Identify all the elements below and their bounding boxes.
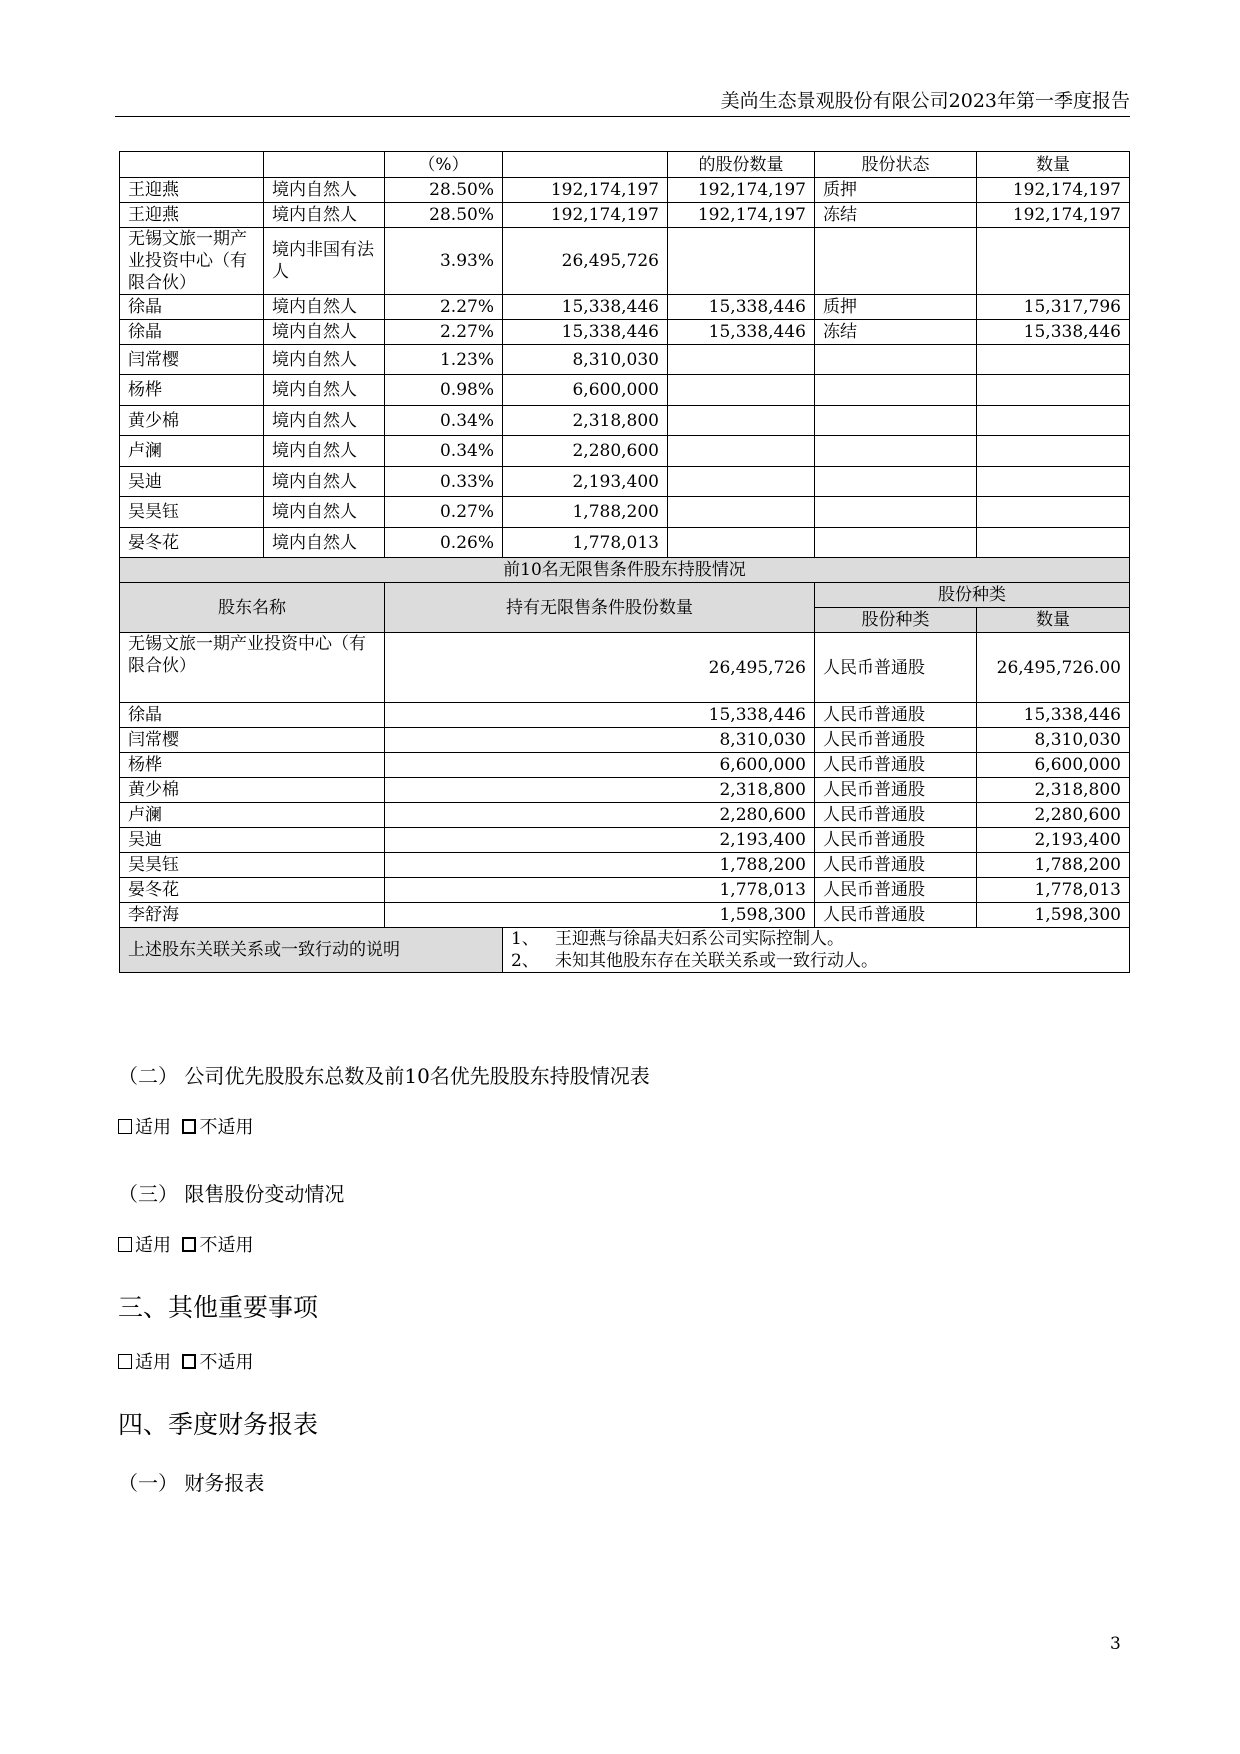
shareholder-type: 境内自然人: [264, 528, 385, 558]
restricted-qty: [668, 436, 815, 467]
shareholder-type: 境内非国有法人: [264, 228, 385, 295]
section-restricted-changes: （三） 限售股份变动情况: [118, 1182, 345, 1206]
col-shareholder-name: 股东名称: [120, 583, 385, 633]
shareholder-name: 吴迪: [120, 828, 385, 853]
shareholder-name: 杨桦: [120, 375, 264, 406]
shareholder-type: 境内自然人: [264, 436, 385, 467]
note-line: [511, 950, 1121, 972]
table-row: [120, 320, 1130, 345]
table-row: [120, 778, 1130, 803]
shareholding-qty: 6,600,000: [503, 375, 668, 406]
table-row: [120, 203, 1130, 228]
share-class-type: 人民币普通股: [815, 878, 977, 903]
restricted-qty: 192,174,197: [668, 203, 815, 228]
col-class-qty: 数量: [977, 608, 1130, 633]
share-status: 冻结: [815, 320, 977, 345]
unrestricted-qty: 2,193,400: [385, 828, 815, 853]
status-qty: [977, 406, 1130, 436]
unrestricted-qty: 15,338,446: [385, 703, 815, 728]
not-applicable-label: 不适用: [199, 1235, 254, 1256]
status-qty: 192,174,197: [977, 203, 1130, 228]
shareholding-pct: 28.50%: [385, 178, 503, 203]
shareholder-name: 无锡文旅一期产业投资中心（有限合伙）: [120, 633, 385, 703]
table-row: [120, 497, 1130, 528]
restricted-qty: [668, 467, 815, 497]
restricted-qty: [668, 497, 815, 528]
share-class-qty: 2,318,800: [977, 778, 1130, 803]
checkbox-icon[interactable]: [118, 1354, 132, 1369]
shareholding-qty: 26,495,726: [503, 228, 668, 295]
shareholding-qty: 8,310,030: [503, 345, 668, 375]
note-line: [511, 928, 1121, 950]
shareholder-name: 黄少棉: [120, 406, 264, 436]
share-class-type: 人民币普通股: [815, 778, 977, 803]
table-row: [120, 467, 1130, 497]
shareholding-qty: 15,338,446: [503, 295, 668, 320]
heading-other-matters: 三、其他重要事项: [118, 1293, 319, 1322]
table-row: [120, 728, 1130, 753]
shareholding-qty: 192,174,197: [503, 203, 668, 228]
unrestricted-qty: 8,310,030: [385, 728, 815, 753]
note-number: 1、: [511, 929, 539, 949]
unrestricted-qty: 1,788,200: [385, 853, 815, 878]
shareholding-pct: 28.50%: [385, 203, 503, 228]
status-qty: [977, 375, 1130, 406]
col-class-type: 股份种类: [815, 608, 977, 633]
shareholding-pct: 0.33%: [385, 467, 503, 497]
header-cell: 数量: [977, 152, 1130, 178]
status-qty: [977, 528, 1130, 558]
share-status: 质押: [815, 178, 977, 203]
note-content: [503, 928, 1130, 973]
table-row: [120, 633, 1130, 703]
share-status: 冻结: [815, 203, 977, 228]
shareholder-name: 吴迪: [120, 467, 264, 497]
shareholding-qty: 1,788,200: [503, 497, 668, 528]
shareholder-name: 徐晶: [120, 703, 385, 728]
shareholder-type: 境内自然人: [264, 406, 385, 436]
note-label: 上述股东关联关系或一致行动的说明: [120, 928, 503, 973]
status-qty: [977, 436, 1130, 467]
table-row: [120, 703, 1130, 728]
continued-header-row: [120, 152, 1130, 178]
table-row: [120, 828, 1130, 853]
share-class-qty: 15,338,446: [977, 703, 1130, 728]
share-class-qty: 1,778,013: [977, 878, 1130, 903]
share-class-type: 人民币普通股: [815, 828, 977, 853]
col-share-class: 股份种类: [815, 583, 1130, 608]
shareholding-pct: 0.26%: [385, 528, 503, 558]
section-financial-statements: （一） 财务报表: [118, 1471, 265, 1495]
shareholder-name: 王迎燕: [120, 178, 264, 203]
table-row: [120, 853, 1130, 878]
table-row: [120, 375, 1130, 406]
checkbox-icon[interactable]: [118, 1119, 132, 1134]
shareholder-type: 境内自然人: [264, 497, 385, 528]
shareholder-name: 李舒海: [120, 903, 385, 928]
share-status: [815, 528, 977, 558]
share-status: [815, 375, 977, 406]
note-row: [120, 928, 1130, 973]
shareholder-name: 晏冬花: [120, 878, 385, 903]
share-class-type: 人民币普通股: [815, 853, 977, 878]
table-row: [120, 528, 1130, 558]
shareholding-pct: 2.27%: [385, 320, 503, 345]
share-class-type: 人民币普通股: [815, 753, 977, 778]
shareholder-name: 闫常樱: [120, 345, 264, 375]
header-cell: （%）: [385, 152, 503, 178]
share-class-type: 人民币普通股: [815, 703, 977, 728]
applicable-label: 适用: [135, 1117, 171, 1138]
shareholder-name: 卢澜: [120, 803, 385, 828]
table-row: [120, 295, 1130, 320]
share-status: [815, 497, 977, 528]
status-qty: [977, 228, 1130, 295]
shareholding-pct: 3.93%: [385, 228, 503, 295]
restricted-qty: 15,338,446: [668, 295, 815, 320]
unrestricted-qty: 2,318,800: [385, 778, 815, 803]
restricted-qty: 192,174,197: [668, 178, 815, 203]
shareholder-name: 卢澜: [120, 436, 264, 467]
share-status: [815, 406, 977, 436]
unrestricted-qty: 1,598,300: [385, 903, 815, 928]
share-class-type: 人民币普通股: [815, 903, 977, 928]
share-class-type: 人民币普通股: [815, 728, 977, 753]
shareholder-name: 黄少棉: [120, 778, 385, 803]
checked-box-icon[interactable]: [182, 1119, 196, 1134]
header-cell: 的股份数量: [668, 152, 815, 178]
share-class-qty: 26,495,726.00: [977, 633, 1130, 703]
shareholding-pct: 2.27%: [385, 295, 503, 320]
table-row: [120, 753, 1130, 778]
header-cell: [264, 152, 385, 178]
shareholder-name: 杨桦: [120, 753, 385, 778]
share-class-qty: 8,310,030: [977, 728, 1130, 753]
col-unrestricted-qty: 持有无限售条件股份数量: [385, 583, 815, 633]
shareholding-pct: 1.23%: [385, 345, 503, 375]
shareholding-pct: 0.34%: [385, 436, 503, 467]
shareholder-name: 徐晶: [120, 320, 264, 345]
share-status: [815, 436, 977, 467]
shareholding-qty: 2,193,400: [503, 467, 668, 497]
shareholding-qty: 15,338,446: [503, 320, 668, 345]
table-row: [120, 345, 1130, 375]
restricted-qty: [668, 345, 815, 375]
header-cell: 股份状态: [815, 152, 977, 178]
shareholding-pct: 0.34%: [385, 406, 503, 436]
share-class-qty: 2,193,400: [977, 828, 1130, 853]
share-status: [815, 228, 977, 295]
shareholder-type: 境内自然人: [264, 320, 385, 345]
header-title: 美尚生态景观股份有限公司2023年第一季度报告: [720, 90, 1130, 112]
share-status: 质押: [815, 295, 977, 320]
header-cell: [503, 152, 668, 178]
shareholder-type: 境内自然人: [264, 375, 385, 406]
shareholder-name: 闫常樱: [120, 728, 385, 753]
applicable-label: 适用: [135, 1235, 171, 1256]
shareholding-qty: 192,174,197: [503, 178, 668, 203]
note-text: 未知其他股东存在关联关系或一致行动人。: [555, 951, 878, 971]
table-row: [120, 178, 1130, 203]
shareholder-name: 晏冬花: [120, 528, 264, 558]
section-title-row: [120, 558, 1130, 583]
share-class-qty: 1,598,300: [977, 903, 1130, 928]
shareholder-table: [119, 151, 1130, 973]
status-qty: 15,317,796: [977, 295, 1130, 320]
share-status: [815, 467, 977, 497]
unrestricted-qty: 26,495,726: [385, 633, 815, 703]
page-number: 3: [1110, 1634, 1121, 1654]
share-class-qty: 1,788,200: [977, 853, 1130, 878]
checked-box-icon[interactable]: [182, 1237, 196, 1252]
shareholder-type: 境内自然人: [264, 178, 385, 203]
status-qty: [977, 467, 1130, 497]
unrestricted-qty: 2,280,600: [385, 803, 815, 828]
shareholding-pct: 0.98%: [385, 375, 503, 406]
note-text: 王迎燕与徐晶夫妇系公司实际控制人。: [555, 929, 844, 949]
shareholding-qty: 2,280,600: [503, 436, 668, 467]
checkbox-icon[interactable]: [118, 1237, 132, 1252]
table-row: [120, 436, 1130, 467]
restricted-qty: [668, 228, 815, 295]
restricted-options: [118, 1231, 253, 1257]
status-qty: 15,338,446: [977, 320, 1130, 345]
note-number: 2、: [511, 951, 539, 971]
restricted-qty: [668, 406, 815, 436]
share-class-type: 人民币普通股: [815, 633, 977, 703]
not-applicable-label: 不适用: [199, 1352, 254, 1373]
share-class-qty: 6,600,000: [977, 753, 1130, 778]
share-class-qty: 2,280,600: [977, 803, 1130, 828]
restricted-qty: 15,338,446: [668, 320, 815, 345]
page-header: [115, 86, 1130, 117]
applicable-label: 适用: [135, 1352, 171, 1373]
table-row: [120, 803, 1130, 828]
header-row: [120, 583, 1130, 608]
shareholder-name: 无锡文旅一期产业投资中心（有限合伙）: [120, 228, 264, 295]
share-class-type: 人民币普通股: [815, 803, 977, 828]
restricted-qty: [668, 528, 815, 558]
shareholder-name: 吴昊钰: [120, 497, 264, 528]
status-qty: [977, 345, 1130, 375]
checked-box-icon[interactable]: [182, 1354, 196, 1369]
shareholder-name: 徐晶: [120, 295, 264, 320]
status-qty: [977, 497, 1130, 528]
other-matters-options: [118, 1348, 253, 1374]
shareholder-name: 王迎燕: [120, 203, 264, 228]
unrestricted-qty: 6,600,000: [385, 753, 815, 778]
shareholding-qty: 1,778,013: [503, 528, 668, 558]
not-applicable-label: 不适用: [199, 1117, 254, 1138]
section-preferred-shares: （二） 公司优先股股东总数及前10名优先股股东持股情况表: [118, 1064, 650, 1088]
unrestricted-title: 前10名无限售条件股东持股情况: [120, 558, 1130, 583]
heading-financial-statements: 四、季度财务报表: [118, 1410, 319, 1439]
shareholder-type: 境内自然人: [264, 345, 385, 375]
shareholding-qty: 2,318,800: [503, 406, 668, 436]
status-qty: 192,174,197: [977, 178, 1130, 203]
table-row: [120, 878, 1130, 903]
table-row: [120, 903, 1130, 928]
header-cell: [120, 152, 264, 178]
restricted-qty: [668, 375, 815, 406]
unrestricted-qty: 1,778,013: [385, 878, 815, 903]
shareholder-type: 境内自然人: [264, 203, 385, 228]
shareholder-type: 境内自然人: [264, 295, 385, 320]
preferred-options: [118, 1113, 253, 1139]
table-row: [120, 228, 1130, 295]
shareholder-name: 吴昊钰: [120, 853, 385, 878]
share-status: [815, 345, 977, 375]
shareholder-type: 境内自然人: [264, 467, 385, 497]
table-row: [120, 406, 1130, 436]
shareholding-pct: 0.27%: [385, 497, 503, 528]
